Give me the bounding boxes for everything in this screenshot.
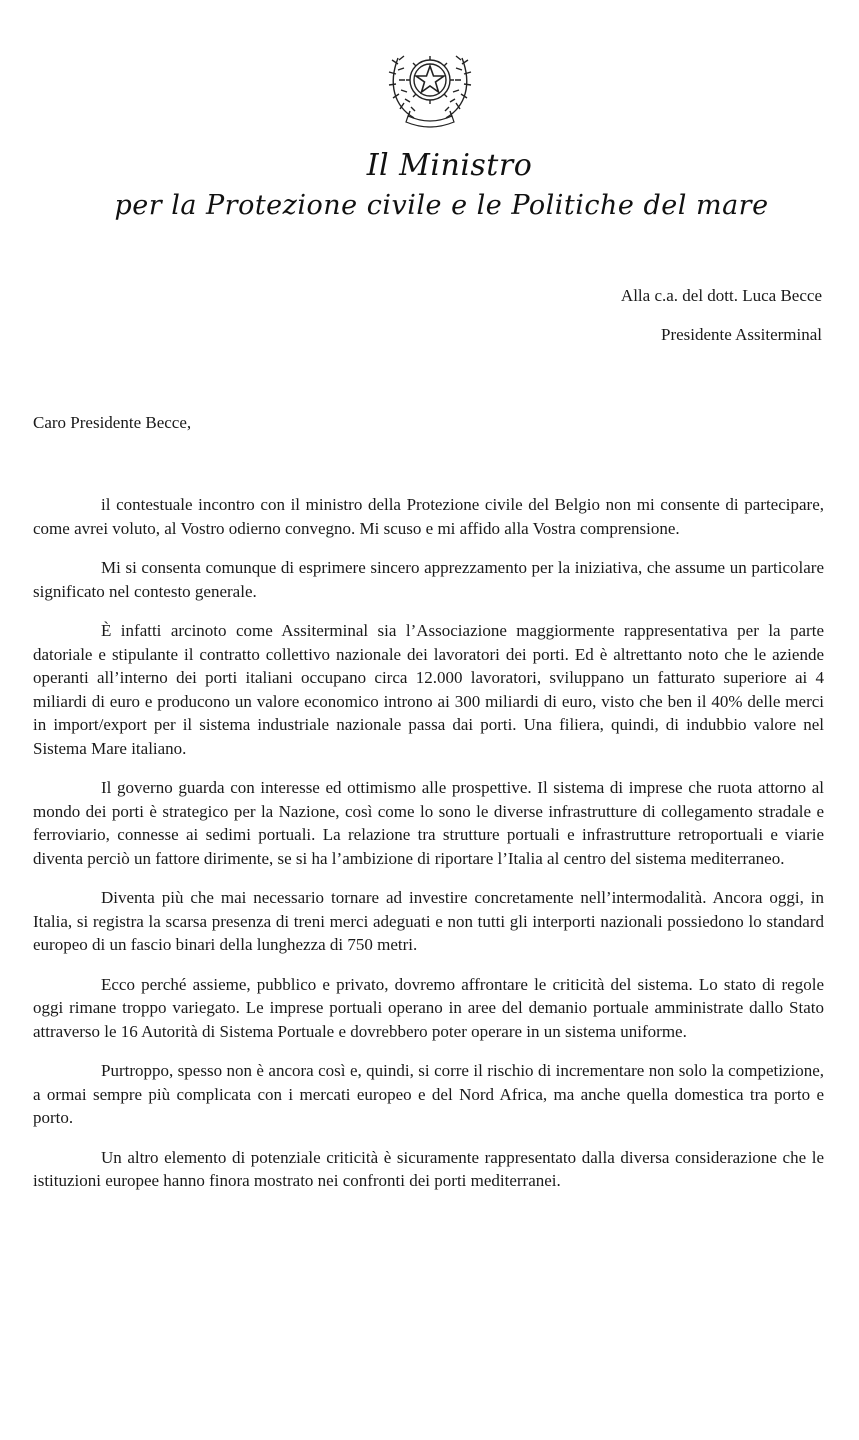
recipient-title: Presidente Assiterminal bbox=[660, 325, 822, 344]
letterhead-title: Il Ministro bbox=[366, 148, 533, 183]
salutation: Caro Presidente Becce, bbox=[33, 413, 192, 432]
italian-republic-emblem-icon bbox=[384, 34, 476, 130]
paragraph: il contestuale incontro con il ministro della Protezione civile del Belgio non mi consente di partecipare, come avrei voluto, al Vostro odierno convegno. Mi scuso e mi affido alla Vostra comprensione. bbox=[33, 495, 824, 538]
letter-body bbox=[33, 493, 824, 1209]
paragraph: Purtroppo, spesso non è ancora così e, quindi, si corre il rischio di incrementare non solo la competizione, a ormai sempre più complicata con i mercati europeo e del Nord Africa, ma anche quella domestica tra porto e porto. bbox=[33, 1061, 824, 1127]
letterhead-subtitle: per la Protezione civile e le Politiche del mare bbox=[114, 190, 769, 221]
paragraph: Diventa più che mai necessario tornare ad investire concretamente nell’intermodalità. Ancora oggi, in Italia, si registra la scarsa presenza di treni merci adeguati e non tutti gli interporti nazionali possiedono lo standard europeo di un fascio binari della lunghezza di 750 metri. bbox=[33, 888, 824, 954]
paragraph: Mi si consenta comunque di esprimere sincero apprezzamento per la iniziativa, che assume un particolare significato nel contesto generale. bbox=[33, 558, 824, 601]
paragraph: Ecco perché assieme, pubblico e privato, dovremo affrontare le criticità del sistema. Lo stato di regole oggi rimane troppo variegato. Le imprese portuali operano in aree del demanio portuale amministrate dallo Stato attraverso le 16 Autorità di Sistema Portuale e dovrebbero poter operare in un sistema uniforme. bbox=[33, 974, 824, 1041]
paragraph: Il governo guarda con interesse ed ottimismo alle prospettive. Il sistema di imprese che ruota attorno al mondo dei porti è strategico per la Nazione, così come lo sono le diverse infrastrutture di collegamento stradale e ferroviario, connesse ai sedimi portuali. La relazione tra strutture portuali e infrastrutture retroportuali e viarie diventa perciò un fattore dirimente, se si ha l’ambizione di riportare l’Italia al centro del sistema mediterraneo. bbox=[33, 778, 824, 868]
recipient-name: Alla c.a. del dott. Luca Becce bbox=[620, 286, 822, 305]
paragraph: Un altro elemento di potenziale criticità è sicuramente rappresentato dalla diversa considerazione che le istituzioni europee hanno finora mostrato nei confronti dei porti mediterranei. bbox=[33, 1147, 824, 1190]
paragraph: È infatti arcinoto come Assiterminal sia l’Associazione maggiormente rappresentativa per la parte datoriale e stipulante il contratto collettivo nazionale dei lavoratori dei porti. Ed è altrettanto noto che le aziende operanti all’interno dei porti italiani occupano circa 12.000 lavoratori, sviluppano un fatturato superiore ai 4 miliardi di euro e producono un valore economico introno ai 300 miliardi di euro, visto che ben il 40% delle merci in import/export per il sistema industriale nazionale passa dai porti. Una filiera, quindi, di indubbio valore nel Sistema Mare italiano. bbox=[33, 621, 824, 758]
